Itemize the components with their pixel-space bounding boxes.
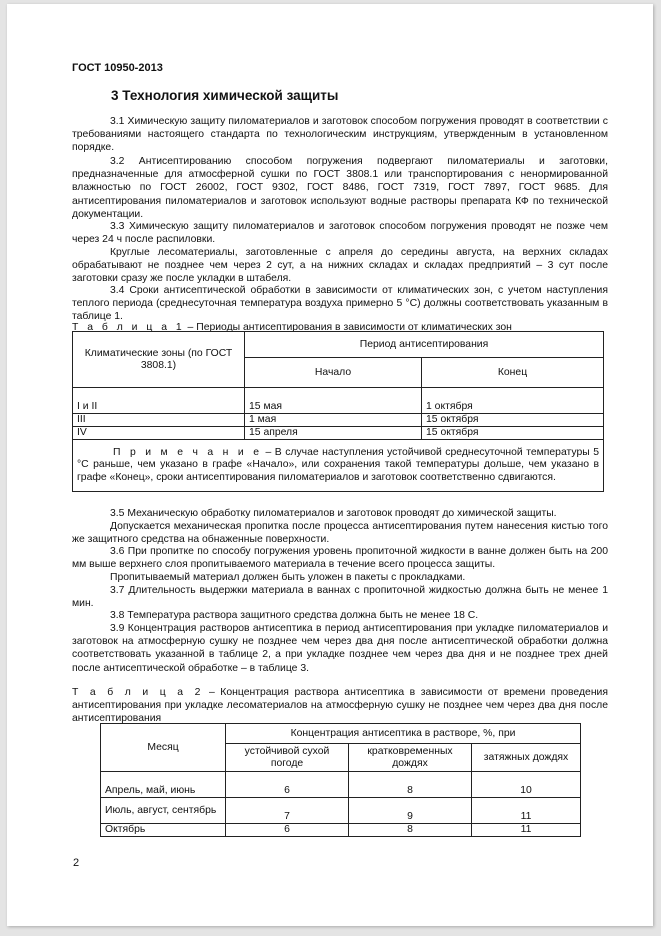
- paragraph-3-5: 3.5 Механическую обработку пиломатериалов и заготовок проводят до химической защиты.: [110, 508, 557, 519]
- table-2: [100, 723, 581, 837]
- table1-header-start: Начало: [245, 358, 422, 388]
- table2-dry-cell: 6: [226, 824, 349, 837]
- standard-header: ГОСТ 10950-2013: [72, 62, 163, 74]
- table1-zone-cell: I и II: [73, 388, 245, 414]
- table2-short-cell: 8: [349, 772, 472, 798]
- paragraph-3-3-logs: Круглые лесоматериалы, заготовленные с апреля до середины августа, на верхних складах обрабатывают не позднее чем через 2 сут, а на нижних складах и складах предприятий – 3 сут после заготовки сразу же после укладки в штабеля.: [72, 247, 608, 285]
- table1-zone-cell: IV: [73, 427, 245, 440]
- table1-header-zone: Климатические зоны (по ГОСТ 3808.1): [73, 332, 245, 388]
- table1-note-text: – В случае наступления устойчивой среднесуточной температуры 5 °C раньше, чем указано в графе «Начало», или сохранения такой температуры дольше, чем указано в графе «Конец», сроки антисептирования пиломатериалов и заготовок соответственно сдвигаются.: [77, 446, 599, 483]
- paragraph-3-7: 3.7 Длительность выдержки материала в ваннах с пропиточной жидкостью должна быть не менее 1 мин.: [72, 585, 608, 610]
- table2-month-cell: Июль, август, сентябрь: [101, 798, 226, 824]
- table1-header-end: Конец: [422, 358, 604, 388]
- table2-caption-label: Т а б л и ц а 2: [72, 687, 204, 698]
- paragraph-3-1: 3.1 Химическую защиту пиломатериалов и заготовок способом погружения проводят в соответствии с требованиями настоящего стандарта по технологическим инструкциям, утвержденным в установленном порядке.: [72, 116, 608, 154]
- table1-start-cell: 1 мая: [245, 414, 422, 427]
- table-row: [73, 414, 604, 427]
- table2-dry-cell: 7: [226, 798, 349, 824]
- table-row: [101, 824, 581, 837]
- table2-month-cell: Октябрь: [101, 824, 226, 837]
- table1-header-period: Период антисептирования: [245, 332, 604, 358]
- table2-month-cell: Апрель, май, июнь: [101, 772, 226, 798]
- paragraph-3-6: 3.6 При пропитке по способу погружения уровень пропиточной жидкости в ванне должен быть на 200 мм выше верхнего слоя пропитываемого материала в течение всего процесса защиты.: [72, 546, 608, 571]
- table1-start-cell: 15 мая: [245, 388, 422, 414]
- table2-long-cell: 11: [472, 824, 581, 837]
- table1-start-cell: 15 апреля: [245, 427, 422, 440]
- table2-long-cell: 10: [472, 772, 581, 798]
- paragraph-3-6-note: Пропитываемый материал должен быть уложен в пакеты с прокладками.: [110, 572, 466, 583]
- table1-zone-cell: III: [73, 414, 245, 427]
- table2-header-month: Месяц: [101, 724, 226, 772]
- table2-caption: [72, 686, 608, 726]
- table1-end-cell: 1 октября: [422, 388, 604, 414]
- table1-end-cell: 15 октября: [422, 427, 604, 440]
- table2-header-short-rain: кратковременных дождях: [349, 744, 472, 772]
- table-row: [101, 798, 581, 824]
- table2-header-concentration: Концентрация антисептика в растворе, %, при: [226, 724, 581, 744]
- paragraph-3-4: 3.4 Сроки антисептической обработки в зависимости от климатических зон, с учетом наступления теплого периода (среднесуточная температура воздуха примерно 5 °C) должны соответствовать указанным в таблице 1.: [72, 285, 608, 323]
- table2-long-cell: 11: [472, 798, 581, 824]
- page-number: 2: [73, 857, 80, 869]
- paragraph-3-3: 3.3 Химическую защиту пиломатериалов и заготовок способом погружения проводят не позже чем через 24 ч после распиловки.: [72, 221, 608, 246]
- paragraph-3-2: 3.2 Антисептированию способом погружения подвергают пиломатериалы и заготовки, предназначенные для атмосферной сушки по ГОСТ 3808.1 или транспортирования с ненормированной влажностью по ГОСТ 26002, ГОСТ 9302, ГОСТ 8486, ГОСТ 7319, ГОСТ 7897, ГОСТ 9685. Для антисептирования пиломатериалов и заготовок используют водные растворы препарата КФ по технической документации.: [72, 156, 608, 220]
- table1-caption-text: – Периоды антисептирования в зависимости от климатических зон: [184, 322, 512, 333]
- table1-end-cell: 15 октября: [422, 414, 604, 427]
- paragraph-3-5-note: Допускается механическая пропитка после процесса антисептирования путем нанесения кистью того же защитного средства на обнаженные поверхности.: [72, 521, 608, 546]
- table2-dry-cell: 6: [226, 772, 349, 798]
- table-row: [101, 772, 581, 798]
- paragraph-3-9: 3.9 Концентрация растворов антисептика в период антисептирования при укладке пиломатериалов и заготовок на атмосферную сушку не позднее чем через два дня после антисептической обработки должна соответствовать указанной в таблице 2, а при укладке позднее чем через два дня и не позднее трех дней после антисептической обработке – в таблице 3.: [72, 623, 608, 674]
- table-1: [72, 331, 604, 492]
- table-row: [73, 427, 604, 440]
- table2-short-cell: 8: [349, 824, 472, 837]
- table1-caption-label: Т а б л и ц а 1: [72, 322, 185, 333]
- table2-header-dry: устойчивой сухой погоде: [226, 744, 349, 772]
- section-title: 3 Технология химической защиты: [111, 88, 339, 103]
- table1-note-label: П р и м е ч а н и е: [113, 446, 263, 458]
- table2-header-long-rain: затяжных дождях: [472, 744, 581, 772]
- table2-caption-text: – Концентрация раствора антисептика в зависимости от времени проведения антисептирования при укладке лесоматериалов на атмосферную сушку не позднее чем через два дня после антисептирования: [72, 687, 608, 725]
- paragraph-3-8: 3.8 Температура раствора защитного средства должна быть не менее 18 С.: [110, 610, 479, 621]
- table2-short-cell: 9: [349, 798, 472, 824]
- table1-note: [73, 440, 604, 492]
- table-row: [73, 388, 604, 414]
